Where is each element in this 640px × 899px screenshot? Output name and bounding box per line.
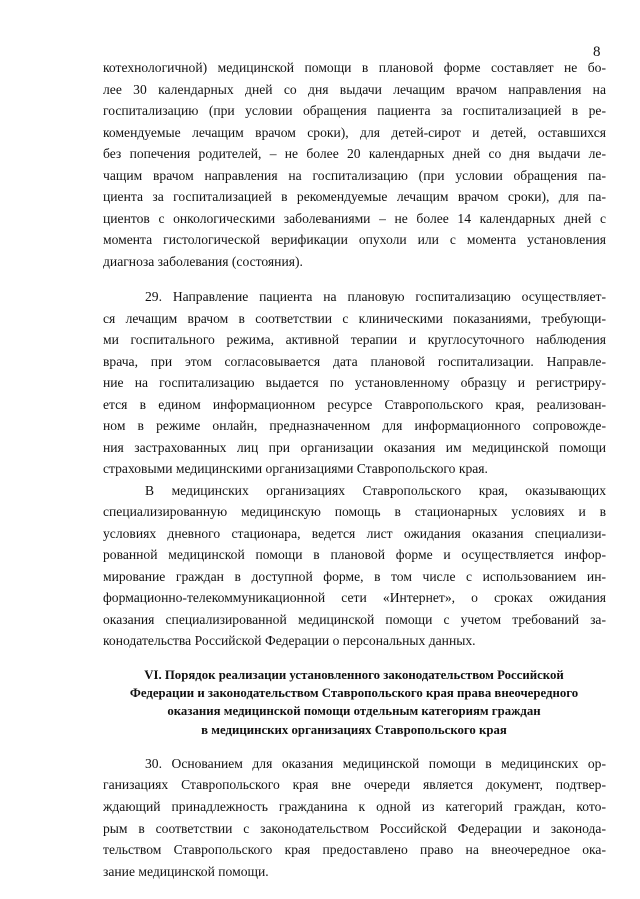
paragraph-line: специализированную медицинскую помощь в стационарных условиях и в: [103, 504, 606, 520]
paragraph-line: условиях дневного стационара, ведется лист ожидания оказания специализи-: [103, 525, 606, 541]
paragraph-line: страховыми медицинскими организациями Ставропольского края.: [103, 461, 488, 477]
paragraph-line: зание медицинской помощи.: [103, 863, 269, 879]
paragraph-line: ганизациях Ставропольского края вне очереди является документ, подтвер-: [103, 777, 606, 793]
section-heading-line: VI. Порядок реализации установленного законодательством Российской: [144, 667, 564, 682]
section-heading-line: Федерации и законодательством Ставропольского края права внеочередного: [129, 686, 579, 700]
section-heading-line: оказания медицинской помощи отдельным категориям граждан: [167, 704, 541, 719]
paragraph-line: рым в соответствии с законодательством Российской Федерации и законода-: [103, 820, 606, 836]
paragraph-line: лее 30 календарных дней со дня выдачи лечащим врачом направления на: [103, 81, 606, 97]
paragraph-line: рованной медицинской помощи в плановой форме и осуществляется инфор-: [103, 547, 606, 563]
paragraph-line: мирование граждан в доступной форме, в том числе с использованием ин-: [103, 568, 606, 584]
paragraph-line: без попечения родителей, – не более 20 календарных дней со дня выдачи ле-: [103, 146, 606, 161]
paragraph-line: ждающий принадлежность гражданина к одной из категорий граждан, кото-: [103, 799, 606, 814]
paragraph-line: 30. Основанием для оказания медицинской помощи в медицинских ор-: [145, 755, 606, 771]
paragraph-line: ние на госпитализацию выдается по установленному образцу и регистриру-: [103, 375, 606, 391]
paragraph-line: комендуемые лечащим врачом сроки), для детей-сирот и детей, оставшихся: [103, 124, 606, 140]
section-heading-line: в медицинских организациях Ставропольского края: [201, 722, 507, 737]
paragraph-line: циентов с онкологическими заболеваниями – не более 14 календарных дней с: [103, 210, 606, 226]
paragraph-line: циента за госпитализацией в рекомендуемые лечащим врачом сроки), для па-: [103, 189, 606, 205]
paragraph-line: формационно-телекоммуникационной сети «Интернет», о сроках ожидания: [103, 590, 606, 606]
paragraph-line: В медицинских организациях Ставропольского края, оказывающих: [145, 482, 606, 498]
paragraph-line: ми госпитального режима, активной терапии и круглосуточного наблюдения: [103, 332, 606, 347]
paragraph-line: ся лечащим врачом в соответствии с клиническими показаниями, требующи-: [103, 310, 606, 326]
paragraph-line: диагноза заболевания (состояния).: [103, 253, 303, 269]
paragraph-line: 29. Направление пациента на плановую госпитализацию осуществляет-: [145, 289, 606, 304]
paragraph-line: ния застрахованных лиц при организации оказания им медицинской помощи: [103, 439, 606, 455]
paragraph-line: конодательства Российской Федерации о персональных данных.: [103, 633, 476, 649]
paragraph-line: ном в режиме онлайн, предназначенном для информационного сопровожде-: [103, 418, 606, 434]
paragraph-line: котехнологичной) медицинской помощи в плановой форме составляет не бо-: [103, 60, 606, 75]
page-number: 8: [593, 44, 601, 60]
paragraph-line: чащим врачом направления на госпитализацию (при условии обращения па-: [103, 167, 606, 183]
paragraph-line: ется в едином информационном ресурсе Ставропольского края, реализован-: [103, 396, 606, 412]
paragraph-line: оказания специализированной медицинской помощи с учетом требований за-: [103, 611, 606, 627]
paragraph-line: тельством Ставропольского края предоставлено право на внеочередное ока-: [103, 842, 606, 857]
paragraph-line: врача, при этом согласовывается дата плановой госпитализации. Направле-: [103, 353, 606, 369]
paragraph-line: момента гистологической верификации опухоли или с момента установления: [103, 232, 606, 248]
paragraph-line: госпитализацию (при условии обращения пациента за госпитализацией в ре-: [103, 103, 606, 118]
